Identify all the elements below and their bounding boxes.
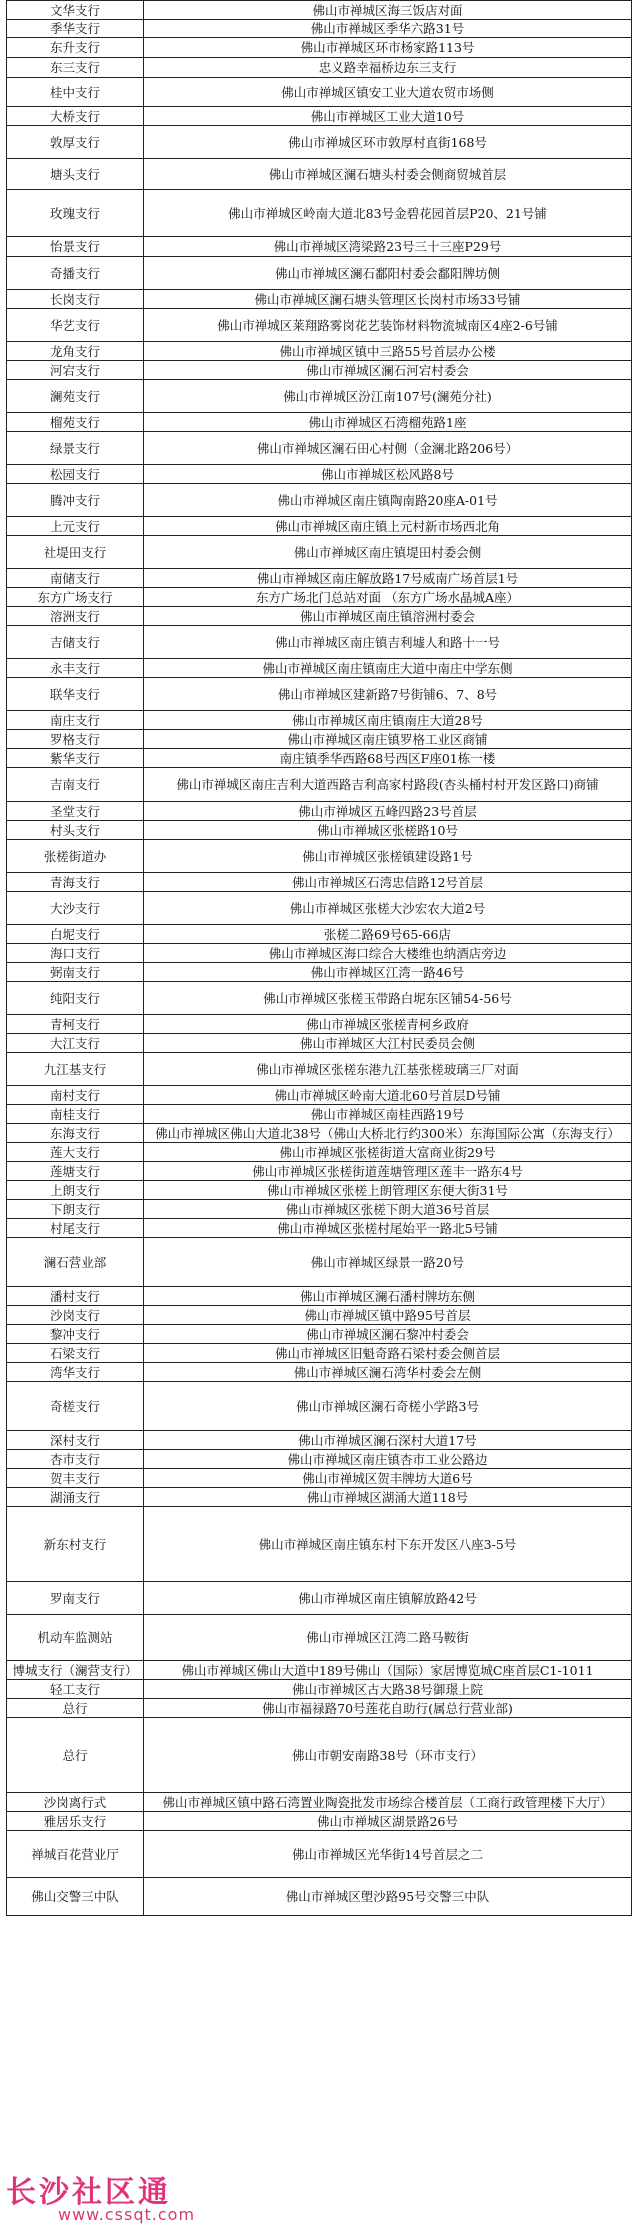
branch-address: 东方广场北门总站对面 （东方广场水晶城A座） xyxy=(144,588,632,607)
branch-address: 佛山市朝安南路38号（环市支行） xyxy=(144,1718,632,1793)
branch-name: 总行 xyxy=(7,1699,144,1718)
branch-address: 佛山市禅城区张槎街道大富商业街29号 xyxy=(144,1143,632,1162)
branch-address: 佛山市禅城区南庄镇上元村新市场西北角 xyxy=(144,517,632,536)
table-row xyxy=(7,1238,632,1287)
table-row xyxy=(7,569,632,588)
branch-address: 佛山市禅城区五峰四路23号首层 xyxy=(144,802,632,821)
branch-address: 佛山市禅城区湖景路26号 xyxy=(144,1812,632,1831)
branch-name: 圣堂支行 xyxy=(7,802,144,821)
table-row xyxy=(7,1306,632,1325)
table-row xyxy=(7,78,632,107)
table-row xyxy=(7,413,632,432)
table-row xyxy=(7,802,632,821)
branch-name: 村头支行 xyxy=(7,821,144,840)
branch-address: 佛山市禅城区南庄镇堤田村委会侧 xyxy=(144,536,632,569)
branch-address: 佛山市禅城区澜石湾华村委会左侧 xyxy=(144,1363,632,1382)
branch-address: 佛山市禅城区汾江南107号(澜苑分社) xyxy=(144,380,632,413)
branch-name: 大桥支行 xyxy=(7,107,144,126)
branch-name: 塘头支行 xyxy=(7,159,144,190)
branch-name: 吉储支行 xyxy=(7,626,144,659)
branch-name: 罗格支行 xyxy=(7,730,144,749)
branch-address: 佛山市禅城区澜石潘村牌坊东侧 xyxy=(144,1287,632,1306)
branch-name: 莲大支行 xyxy=(7,1143,144,1162)
table-row xyxy=(7,1,632,20)
table-row xyxy=(7,588,632,607)
branch-name: 紫华支行 xyxy=(7,749,144,768)
branch-address: 佛山市禅城区古大路38号御璟上院 xyxy=(144,1680,632,1699)
table-row xyxy=(7,20,632,38)
table-row xyxy=(7,38,632,58)
branch-address: 佛山市禅城区海口综合大楼维也纳酒店旁边 xyxy=(144,944,632,963)
branch-address: 佛山市禅城区南庄镇陶南路20座A-01号 xyxy=(144,484,632,517)
branch-address: 佛山市禅城区南庄解放路17号威南广场首层1号 xyxy=(144,569,632,588)
table-row xyxy=(7,58,632,78)
branch-address: 佛山市禅城区塱沙路95号交警三中队 xyxy=(144,1878,632,1916)
table-row xyxy=(7,944,632,963)
branch-address: 佛山市禅城区江湾二路马鞍街 xyxy=(144,1615,632,1661)
table-row xyxy=(7,1344,632,1363)
table-row xyxy=(7,1812,632,1831)
table-row xyxy=(7,768,632,802)
table-row xyxy=(7,626,632,659)
branch-address: 佛山市禅城区岭南大道北60号首层D号铺 xyxy=(144,1086,632,1105)
branch-name: 大沙支行 xyxy=(7,892,144,925)
branch-address: 佛山市禅城区旧魁奇路石梁村委会侧首层 xyxy=(144,1344,632,1363)
branch-address: 佛山市禅城区张槎大沙宏农大道2号 xyxy=(144,892,632,925)
branch-address: 佛山市禅城区南庄吉利大道西路吉利高家村路段(杏头桶村村开发区路口)商铺 xyxy=(144,768,632,802)
table-row xyxy=(7,1831,632,1878)
branch-address: 佛山市禅城区南庄镇杏市工业公路边 xyxy=(144,1450,632,1469)
table-row xyxy=(7,484,632,517)
branch-name: 杏市支行 xyxy=(7,1450,144,1469)
table-row xyxy=(7,159,632,190)
watermark-url: www.cssqt.com xyxy=(58,2205,196,2224)
branch-address: 佛山市禅城区澜石田心村侧（金澜北路206号） xyxy=(144,432,632,465)
branch-address: 佛山市禅城区南庄镇溶洲村委会 xyxy=(144,607,632,626)
branch-name: 龙角支行 xyxy=(7,342,144,361)
branch-name: 张槎街道办 xyxy=(7,840,144,873)
branch-address: 佛山市禅城区张槎青柯乡政府 xyxy=(144,1015,632,1034)
table-row xyxy=(7,1699,632,1718)
table-row xyxy=(7,342,632,361)
bank-branch-list xyxy=(6,0,632,1916)
branch-address: 佛山市禅城区镇中三路55号首层办公楼 xyxy=(144,342,632,361)
branch-address: 佛山市禅城区张槎下朗大道36号首层 xyxy=(144,1200,632,1219)
branch-name: 新东村支行 xyxy=(7,1507,144,1582)
branch-address: 佛山市禅城区镇安工业大道农贸市场侧 xyxy=(144,78,632,107)
branch-name: 吉南支行 xyxy=(7,768,144,802)
branch-name: 村尾支行 xyxy=(7,1219,144,1238)
branch-name: 湾华支行 xyxy=(7,1363,144,1382)
table-row xyxy=(7,1382,632,1431)
branch-name: 轻工支行 xyxy=(7,1680,144,1699)
table-row xyxy=(7,126,632,159)
branch-name: 奇槎支行 xyxy=(7,1382,144,1431)
watermark xyxy=(0,2167,640,2227)
branch-address: 佛山市禅城区湾梁路23号三十三座P29号 xyxy=(144,237,632,257)
branch-address: 佛山市禅城区环市敦厚村直街168号 xyxy=(144,126,632,159)
branch-name: 佛山交警三中队 xyxy=(7,1878,144,1916)
branch-name: 上元支行 xyxy=(7,517,144,536)
table-row xyxy=(7,659,632,678)
branch-address: 佛山市福禄路70号莲花自助行(属总行营业部) xyxy=(144,1699,632,1718)
table-row xyxy=(7,1162,632,1181)
table-row xyxy=(7,1086,632,1105)
branch-name: 黎冲支行 xyxy=(7,1325,144,1344)
branch-name: 玫瑰支行 xyxy=(7,190,144,237)
table-row xyxy=(7,1219,632,1238)
branch-address: 佛山市禅城区张槎路10号 xyxy=(144,821,632,840)
branch-address: 佛山市禅城区莱翔路雾岗花艺装饰材料物流城南区4座2-6号铺 xyxy=(144,309,632,342)
branch-address: 佛山市禅城区镇中路石湾置业陶瓷批发市场综合楼首层（工商行政管理楼下大厅） xyxy=(144,1793,632,1812)
branch-name: 九江基支行 xyxy=(7,1053,144,1086)
table-row xyxy=(7,1615,632,1661)
branch-name: 青海支行 xyxy=(7,873,144,892)
branch-address: 佛山市禅城区松风路8号 xyxy=(144,465,632,484)
branch-name: 华艺支行 xyxy=(7,309,144,342)
branch-address: 佛山市禅城区张槎玉带路白坭东区铺54-56号 xyxy=(144,982,632,1015)
table-row xyxy=(7,361,632,380)
branch-name: 南村支行 xyxy=(7,1086,144,1105)
branch-name: 青柯支行 xyxy=(7,1015,144,1034)
branch-address: 佛山市禅城区南桂西路19号 xyxy=(144,1105,632,1124)
branch-name: 石梁支行 xyxy=(7,1344,144,1363)
branch-name: 机动车监测站 xyxy=(7,1615,144,1661)
branch-address: 佛山市禅城区张槎镇建设路1号 xyxy=(144,840,632,873)
branch-name: 绿景支行 xyxy=(7,432,144,465)
table-row xyxy=(7,607,632,626)
table-row xyxy=(7,1582,632,1615)
branch-address: 张槎二路69号65-66店 xyxy=(144,925,632,944)
table-row xyxy=(7,821,632,840)
branch-address: 佛山市禅城区澜石深村大道17号 xyxy=(144,1431,632,1450)
table-row xyxy=(7,1105,632,1124)
branch-address: 佛山市禅城区张槎村尾始平一路北5号铺 xyxy=(144,1219,632,1238)
branch-name: 腾冲支行 xyxy=(7,484,144,517)
table-row xyxy=(7,1793,632,1812)
branch-address: 佛山市禅城区绿景一路20号 xyxy=(144,1238,632,1287)
branch-address: 佛山市禅城区澜石河宕村委会 xyxy=(144,361,632,380)
branch-address: 佛山市禅城区澜石鄱阳村委会鄱阳牌坊侧 xyxy=(144,257,632,290)
branch-address: 佛山市禅城区澜石塘头村委会侧商贸城首层 xyxy=(144,159,632,190)
table-row xyxy=(7,1015,632,1034)
branch-address: 佛山市禅城区张槎街道莲塘管理区莲丰一路东4号 xyxy=(144,1162,632,1181)
branch-name: 溶洲支行 xyxy=(7,607,144,626)
branch-address: 佛山市禅城区南庄镇南庄大道28号 xyxy=(144,711,632,730)
branch-name: 榴苑支行 xyxy=(7,413,144,432)
branch-name: 纯阳支行 xyxy=(7,982,144,1015)
table-row xyxy=(7,1718,632,1793)
branch-name: 潘村支行 xyxy=(7,1287,144,1306)
branch-address: 佛山市禅城区石湾榴苑路1座 xyxy=(144,413,632,432)
branch-address: 佛山市禅城区南庄镇吉利墟人和路十一号 xyxy=(144,626,632,659)
table-row xyxy=(7,1450,632,1469)
table-row xyxy=(7,257,632,290)
branch-address: 佛山市禅城区佛山大道北38号（佛山大桥北行约300米）东海国际公寓（东海支行） xyxy=(144,1124,632,1143)
branch-address: 佛山市禅城区澜石黎冲村委会 xyxy=(144,1325,632,1344)
branch-name: 博城支行（澜营支行） xyxy=(7,1661,144,1680)
watermark-title: 长沙社区通 xyxy=(6,2175,171,2210)
branch-address: 佛山市禅城区海三饭店对面 xyxy=(144,1,632,20)
table-row xyxy=(7,237,632,257)
branch-name: 南桂支行 xyxy=(7,1105,144,1124)
table-row xyxy=(7,1124,632,1143)
table-row xyxy=(7,840,632,873)
branch-name: 白坭支行 xyxy=(7,925,144,944)
branch-name: 南储支行 xyxy=(7,569,144,588)
branch-name: 上朗支行 xyxy=(7,1181,144,1200)
branch-address: 佛山市禅城区南庄镇解放路42号 xyxy=(144,1582,632,1615)
table-row xyxy=(7,1469,632,1488)
branch-name: 怡景支行 xyxy=(7,237,144,257)
branch-name: 澜苑支行 xyxy=(7,380,144,413)
table-row xyxy=(7,892,632,925)
branch-name: 河宕支行 xyxy=(7,361,144,380)
branch-name: 南庄支行 xyxy=(7,711,144,730)
branch-address: 佛山市禅城区大江村民委员会侧 xyxy=(144,1034,632,1053)
branch-address: 佛山市禅城区工业大道10号 xyxy=(144,107,632,126)
table-row xyxy=(7,432,632,465)
table-row xyxy=(7,1325,632,1344)
branch-name: 沙岗支行 xyxy=(7,1306,144,1325)
table-row xyxy=(7,1143,632,1162)
branch-name: 东升支行 xyxy=(7,38,144,58)
branch-name: 罗南支行 xyxy=(7,1582,144,1615)
branch-address: 佛山市禅城区南庄镇南庄大道中南庄中学东侧 xyxy=(144,659,632,678)
branch-name: 永丰支行 xyxy=(7,659,144,678)
branch-name: 大江支行 xyxy=(7,1034,144,1053)
branch-name: 下朗支行 xyxy=(7,1200,144,1219)
table-row xyxy=(7,1363,632,1382)
table-row xyxy=(7,1181,632,1200)
table-row xyxy=(7,678,632,711)
branch-address: 佛山市禅城区澜石奇槎小学路3号 xyxy=(144,1382,632,1431)
table-row xyxy=(7,1287,632,1306)
branch-address: 忠义路幸福桥边东三支行 xyxy=(144,58,632,78)
branch-address: 佛山市禅城区湖涌大道118号 xyxy=(144,1488,632,1507)
branch-name: 东海支行 xyxy=(7,1124,144,1143)
branch-name: 湖涌支行 xyxy=(7,1488,144,1507)
branch-name: 文华支行 xyxy=(7,1,144,20)
table-row xyxy=(7,749,632,768)
branch-address: 佛山市禅城区佛山大道中189号佛山（国际）家居博览城C座首层C1-1011 xyxy=(144,1661,632,1680)
branch-address: 佛山市禅城区光华街14号首层之二 xyxy=(144,1831,632,1878)
branch-address: 佛山市禅城区南庄镇东村下东开发区八座3-5号 xyxy=(144,1507,632,1582)
branch-name: 松园支行 xyxy=(7,465,144,484)
table-row xyxy=(7,982,632,1015)
table-row xyxy=(7,925,632,944)
branch-table xyxy=(6,0,632,1916)
branch-name: 弼南支行 xyxy=(7,963,144,982)
branch-name: 东方广场支行 xyxy=(7,588,144,607)
table-row xyxy=(7,190,632,237)
branch-name: 贺丰支行 xyxy=(7,1469,144,1488)
branch-address: 佛山市禅城区江湾一路46号 xyxy=(144,963,632,982)
branch-name: 雅居乐支行 xyxy=(7,1812,144,1831)
branch-name: 敦厚支行 xyxy=(7,126,144,159)
branch-name: 季华支行 xyxy=(7,20,144,38)
table-row xyxy=(7,536,632,569)
table-row xyxy=(7,1661,632,1680)
branch-address: 佛山市禅城区澜石塘头管理区长岗村市场33号铺 xyxy=(144,290,632,309)
branch-name: 东三支行 xyxy=(7,58,144,78)
branch-name: 海口支行 xyxy=(7,944,144,963)
table-row xyxy=(7,873,632,892)
table-row xyxy=(7,380,632,413)
branch-name: 禅城百花营业厅 xyxy=(7,1831,144,1878)
branch-address: 南庄镇季华西路68号西区F座01栋一楼 xyxy=(144,749,632,768)
branch-address: 佛山市禅城区岭南大道北83号金碧花园首层P20、21号铺 xyxy=(144,190,632,237)
branch-name: 澜石营业部 xyxy=(7,1238,144,1287)
branch-name: 联华支行 xyxy=(7,678,144,711)
branch-address: 佛山市禅城区石湾忠信路12号首层 xyxy=(144,873,632,892)
branch-name: 奇播支行 xyxy=(7,257,144,290)
branch-name: 桂中支行 xyxy=(7,78,144,107)
branch-address: 佛山市禅城区季华六路31号 xyxy=(144,20,632,38)
table-row xyxy=(7,309,632,342)
table-row xyxy=(7,1053,632,1086)
table-row xyxy=(7,1878,632,1916)
table-row xyxy=(7,517,632,536)
branch-address: 佛山市禅城区张槎东港九江基张槎玻璃三厂对面 xyxy=(144,1053,632,1086)
table-row xyxy=(7,1488,632,1507)
table-row xyxy=(7,711,632,730)
branch-address: 佛山市禅城区镇中路95号首层 xyxy=(144,1306,632,1325)
table-row xyxy=(7,1507,632,1582)
branch-address: 佛山市禅城区建新路7号街铺6、7、8号 xyxy=(144,678,632,711)
table-row xyxy=(7,1680,632,1699)
table-row xyxy=(7,1431,632,1450)
table-row xyxy=(7,963,632,982)
branch-name: 沙岗离行式 xyxy=(7,1793,144,1812)
branch-address: 佛山市禅城区贺丰牌坊大道6号 xyxy=(144,1469,632,1488)
branch-address: 佛山市禅城区环市杨家路113号 xyxy=(144,38,632,58)
branch-name: 社堤田支行 xyxy=(7,536,144,569)
branch-name: 长岗支行 xyxy=(7,290,144,309)
branch-address: 佛山市禅城区张槎上朗管理区东便大街31号 xyxy=(144,1181,632,1200)
table-row xyxy=(7,465,632,484)
branch-name: 深村支行 xyxy=(7,1431,144,1450)
table-row xyxy=(7,730,632,749)
table-row xyxy=(7,1034,632,1053)
branch-name: 总行 xyxy=(7,1718,144,1793)
table-row xyxy=(7,290,632,309)
branch-address: 佛山市禅城区南庄镇罗格工业区商铺 xyxy=(144,730,632,749)
table-row xyxy=(7,107,632,126)
table-row xyxy=(7,1200,632,1219)
branch-name: 莲塘支行 xyxy=(7,1162,144,1181)
